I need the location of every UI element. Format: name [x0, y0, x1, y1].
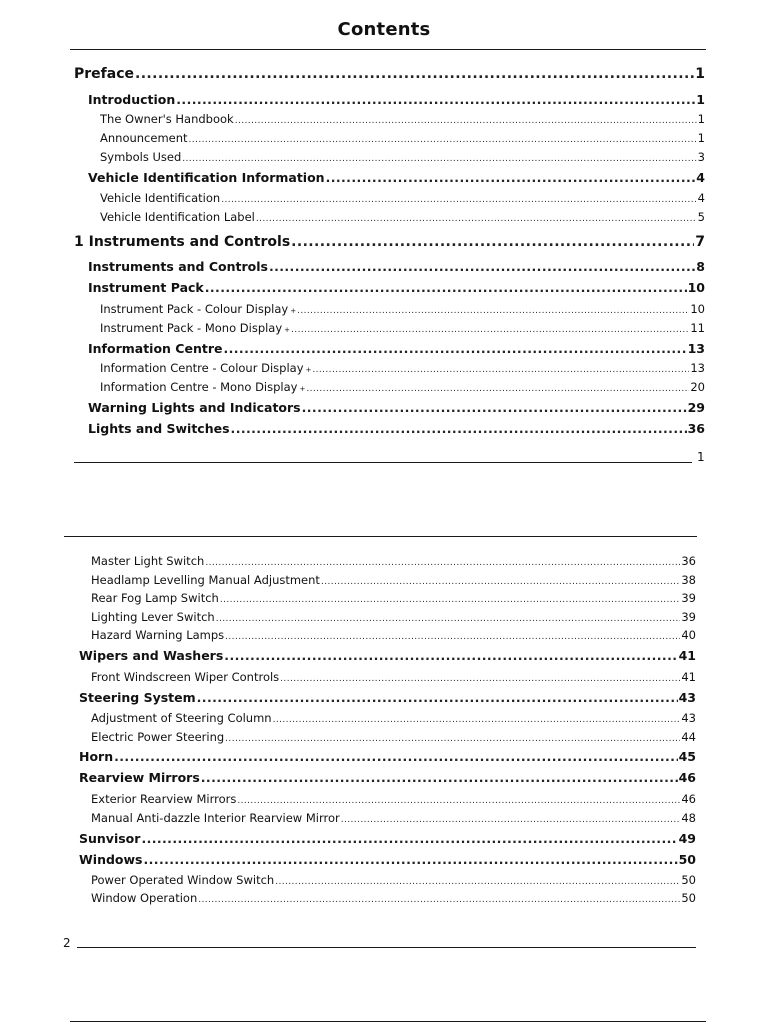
toc-entry-label: Front Windscreen Wiper Controls — [91, 670, 280, 684]
toc-entry-mark: + — [284, 326, 291, 334]
footer-rule-page-1 — [74, 462, 692, 463]
toc-entry-page: 50 — [681, 891, 696, 905]
toc-entry[interactable] — [79, 690, 696, 706]
toc-entry-label: Instruments and Controls — [88, 259, 268, 274]
toc-entry-page: 1 — [697, 112, 705, 126]
dot-leader — [273, 715, 681, 725]
toc-entry-page: 39 — [681, 591, 696, 605]
toc-entry-page: 7 — [695, 234, 705, 250]
toc-entry-label: Warning Lights and Indicators — [88, 400, 301, 415]
toc-entry-page: 46 — [681, 792, 696, 806]
toc-entry-label: Electric Power Steering — [91, 730, 225, 744]
toc-entry[interactable] — [88, 421, 705, 437]
toc-entry[interactable] — [88, 400, 705, 416]
toc-entry[interactable] — [91, 792, 696, 807]
page-number-2: 2 — [63, 936, 71, 950]
toc-entry[interactable] — [91, 628, 696, 643]
dot-leader — [235, 116, 697, 126]
dot-leader — [197, 690, 678, 705]
dot-leader — [216, 614, 681, 624]
toc-entry[interactable] — [79, 749, 696, 765]
dot-leader — [144, 852, 678, 867]
toc-entry-page: 39 — [681, 610, 696, 624]
toc-entry[interactable] — [91, 711, 696, 726]
toc-entry-page: 41 — [678, 648, 696, 663]
toc-entry-page: 4 — [696, 170, 705, 185]
toc-entry-label: Power Operated Window Switch — [91, 873, 275, 887]
toc-entry[interactable] — [91, 670, 696, 685]
dot-leader — [280, 674, 680, 684]
toc-entry-page: 1 — [697, 131, 705, 145]
toc-entry-label: Sunvisor — [79, 831, 141, 846]
toc-entry[interactable] — [74, 66, 705, 84]
toc-entry-page: 46 — [678, 770, 696, 785]
dot-leader — [306, 384, 689, 394]
dot-leader — [224, 648, 677, 663]
dot-leader — [205, 558, 680, 568]
dot-leader — [135, 66, 694, 82]
toc-entry[interactable] — [88, 280, 705, 296]
toc-entry[interactable] — [79, 648, 696, 664]
dot-leader — [141, 831, 677, 846]
toc-entry[interactable] — [88, 170, 705, 186]
toc-entry[interactable] — [79, 852, 696, 868]
toc-entry-page: 41 — [681, 670, 696, 684]
toc-entry-label: Vehicle Identification — [100, 191, 221, 205]
dot-leader — [237, 796, 680, 806]
toc-entry-label: Hazard Warning Lamps — [91, 628, 225, 642]
toc-entry-label: Symbols Used — [100, 150, 182, 164]
toc-entry-label: Vehicle Identification Label — [100, 210, 255, 224]
toc-entry-mark: + — [305, 366, 312, 374]
toc-entry[interactable] — [100, 210, 705, 225]
dot-leader — [198, 895, 680, 905]
dot-leader — [205, 280, 687, 295]
toc-entry-label: Instrument Pack - Colour Display — [100, 302, 289, 316]
dot-leader — [231, 421, 687, 436]
dot-leader — [326, 170, 696, 185]
toc-entry-page: 43 — [678, 690, 696, 705]
dot-leader — [341, 815, 681, 825]
next-page-rule — [70, 1021, 706, 1022]
toc-entry-label: Window Operation — [91, 891, 198, 905]
toc-entry[interactable] — [100, 150, 705, 165]
toc-entry-label: Manual Anti-dazzle Interior Rearview Mirror — [91, 811, 340, 825]
toc-entry[interactable] — [79, 831, 696, 847]
toc-entry[interactable] — [91, 573, 696, 588]
toc-entry[interactable] — [88, 341, 705, 357]
toc-entry-page: 13 — [690, 361, 705, 375]
toc-entry[interactable] — [91, 554, 696, 569]
dot-leader — [225, 632, 680, 642]
toc-entry[interactable] — [100, 302, 705, 317]
toc-entry-label: 1 Instruments and Controls — [74, 234, 291, 250]
dot-leader — [220, 595, 681, 605]
dot-leader — [225, 734, 680, 744]
toc-entry[interactable] — [91, 873, 696, 888]
toc-entry-page: 10 — [690, 302, 705, 316]
toc-entry-page: 44 — [681, 730, 696, 744]
toc-entry-page: 43 — [681, 711, 696, 725]
toc-entry-page: 3 — [697, 150, 705, 164]
toc-entry-page: 50 — [678, 852, 696, 867]
dot-leader — [221, 195, 696, 205]
toc-entry-page: 1 — [696, 92, 705, 107]
toc-entry-page: 20 — [690, 380, 705, 394]
toc-entry-label: Wipers and Washers — [79, 648, 224, 663]
toc-entry[interactable] — [100, 361, 705, 376]
toc-entry-label: Rearview Mirrors — [79, 770, 200, 785]
dot-leader — [189, 135, 697, 145]
dot-leader — [297, 306, 689, 316]
dot-leader — [275, 877, 680, 887]
toc-entry-label: Announcement — [100, 131, 188, 145]
toc-entry-page: 29 — [687, 400, 705, 415]
toc-entry[interactable] — [100, 131, 705, 146]
page-number-1: 1 — [697, 450, 705, 464]
header-rule-page-2 — [64, 536, 697, 537]
toc-entry-label: Introduction — [88, 92, 176, 107]
dot-leader — [114, 749, 677, 764]
toc-entry[interactable] — [79, 770, 696, 786]
toc-entry-page: 40 — [681, 628, 696, 642]
toc-entry-page: 36 — [681, 554, 696, 568]
toc-entry-page: 49 — [678, 831, 696, 846]
dot-leader — [291, 325, 689, 335]
toc-entry-page: 10 — [687, 280, 705, 295]
toc-entry-label: Rear Fog Lamp Switch — [91, 591, 219, 605]
toc-entry[interactable] — [100, 112, 705, 127]
toc-entry-page: 38 — [681, 573, 696, 587]
toc-entry-label: Information Centre - Colour Display — [100, 361, 304, 375]
toc-entry-page: 1 — [695, 66, 705, 82]
toc-entry-label: Information Centre — [88, 341, 223, 356]
page-title: Contents — [337, 19, 431, 40]
toc-entry-page: 45 — [678, 749, 696, 764]
toc-entry-label: The Owner's Handbook — [100, 112, 234, 126]
footer-rule-page-2 — [77, 947, 696, 948]
toc-entry-page: 48 — [681, 811, 696, 825]
toc-entry-mark: + — [290, 307, 297, 315]
toc-entry[interactable] — [100, 321, 705, 336]
toc-entry-label: Steering System — [79, 690, 196, 705]
toc-entry[interactable] — [91, 591, 696, 606]
toc-entry[interactable] — [88, 92, 705, 108]
toc-entry-page: 36 — [687, 421, 705, 436]
toc-entry-label: Preface — [74, 66, 134, 82]
dot-leader — [256, 214, 697, 224]
toc-entry-label: Information Centre - Mono Display — [100, 380, 298, 394]
dot-leader — [321, 577, 680, 587]
toc-entry[interactable] — [100, 191, 705, 206]
dot-leader — [201, 770, 678, 785]
toc-entry-label: Exterior Rearview Mirrors — [91, 792, 237, 806]
toc-entry-label: Headlamp Levelling Manual Adjustment — [91, 573, 320, 587]
toc-entry-page: 8 — [696, 259, 705, 274]
toc-entry-page: 5 — [697, 210, 705, 224]
toc-entry[interactable] — [74, 234, 705, 252]
toc-entry-page: 50 — [681, 873, 696, 887]
toc-entry-page: 13 — [687, 341, 705, 356]
toc-entry-label: Adjustment of Steering Column — [91, 711, 272, 725]
dot-leader — [182, 154, 696, 164]
toc-entry-label: Vehicle Identification Information — [88, 170, 325, 185]
dot-leader — [312, 365, 689, 375]
toc-entry-page: 11 — [690, 321, 705, 335]
toc-entry-label: Instrument Pack — [88, 280, 204, 295]
dot-leader — [291, 234, 694, 250]
toc-entry-label: Windows — [79, 852, 143, 867]
toc-entry[interactable] — [91, 811, 696, 826]
toc-entry-label: Master Light Switch — [91, 554, 205, 568]
toc-entry[interactable] — [100, 380, 705, 395]
toc-entry[interactable] — [91, 730, 696, 745]
toc-entry-page: 4 — [697, 191, 705, 205]
toc-entry[interactable] — [91, 610, 696, 625]
dot-leader — [223, 341, 686, 356]
toc-entry[interactable] — [91, 891, 696, 906]
toc-entry-label: Lighting Lever Switch — [91, 610, 215, 624]
toc-entry-mark: + — [299, 385, 306, 393]
dot-leader — [176, 92, 695, 107]
toc-entry[interactable] — [88, 259, 705, 275]
toc-entry-label: Instrument Pack - Mono Display — [100, 321, 283, 335]
title-rule — [70, 49, 706, 50]
dot-leader — [302, 400, 687, 415]
toc-entry-label: Lights and Switches — [88, 421, 230, 436]
toc-entry-label: Horn — [79, 749, 114, 764]
dot-leader — [269, 259, 695, 274]
